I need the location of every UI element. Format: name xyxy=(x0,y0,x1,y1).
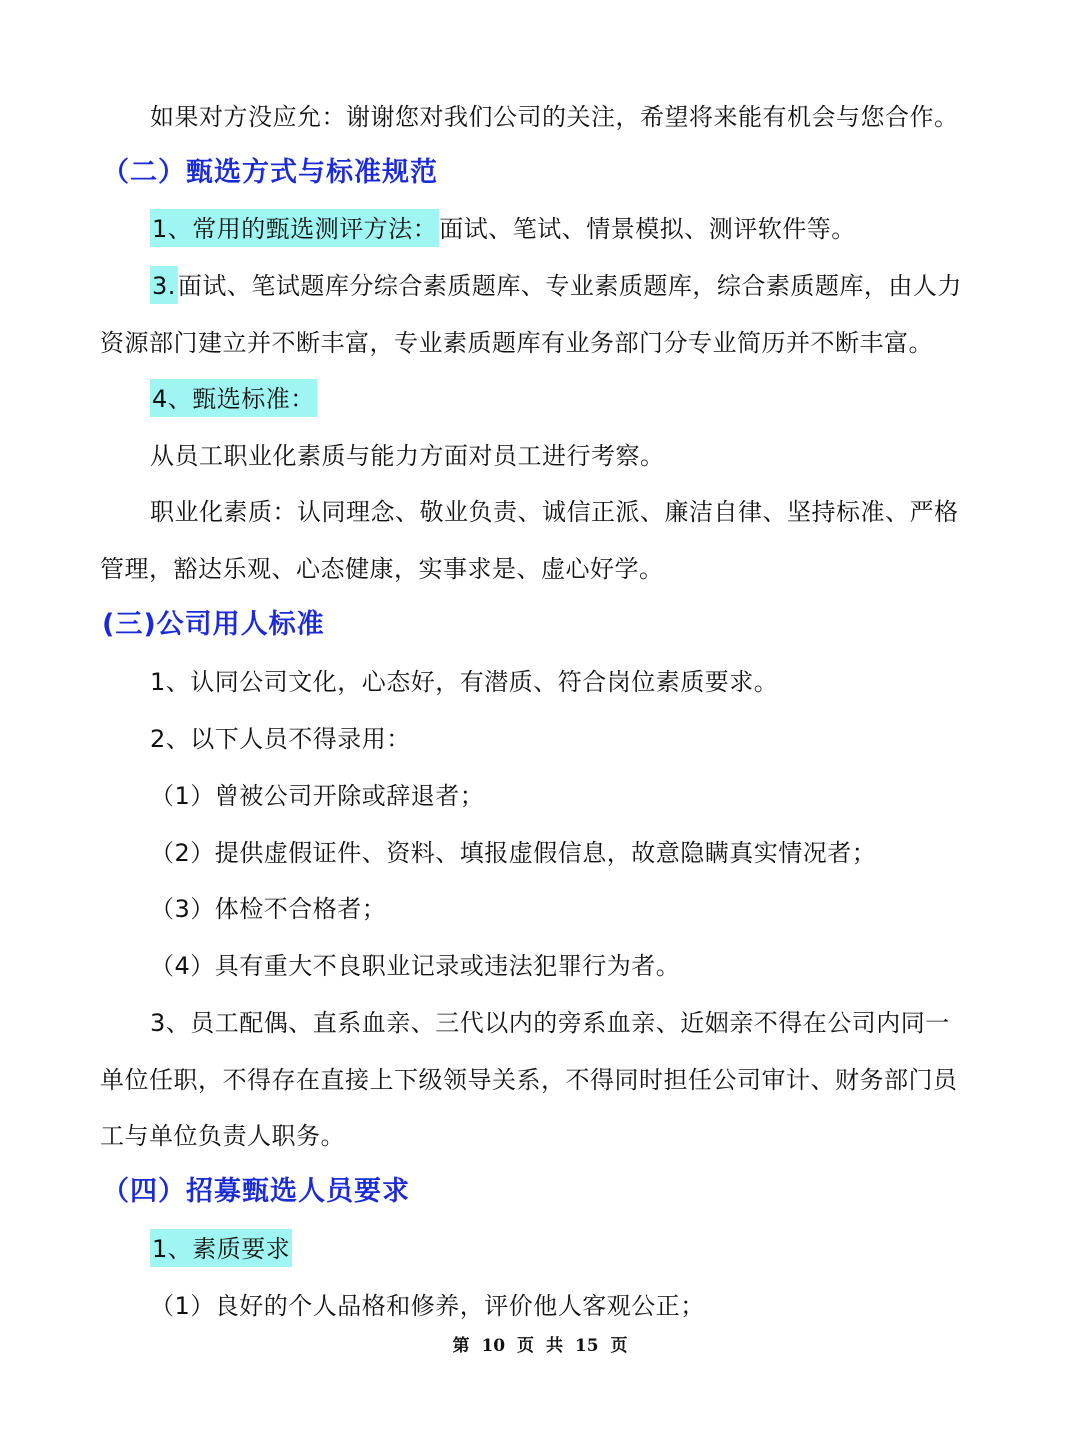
standard-item-3-line2: 单位任职，不得存在直接上下级领导关系，不得同时担任公司审计、财务部门员 xyxy=(100,1066,958,1094)
question-bank-line2: 资源部门建立并不断丰富，专业素质题库有业务部门分专业简历并不断丰富。 xyxy=(100,329,933,357)
question-bank-number: 3. xyxy=(150,266,178,304)
quality-line1: 职业化素质：认同理念、敬业负责、诚信正派、廉洁自律、坚持标准、严格 xyxy=(150,498,959,526)
quality-req-item-1: （1）良好的个人品格和修养，评价他人客观公正； xyxy=(150,1292,705,1320)
standard-item-3-line3: 工与单位负责人职务。 xyxy=(100,1122,345,1150)
methods-paragraph xyxy=(150,212,856,246)
exclusion-item-3: （3）体检不合格者； xyxy=(150,895,387,923)
question-bank-line1: 面试、笔试题库分综合素质题库、专业素质题库，综合素质题库，由人力 xyxy=(177,272,962,300)
question-bank-paragraph xyxy=(150,269,962,303)
criteria-label: 4、甄选标准： xyxy=(150,379,317,417)
standard-item-1: 1、认同公司文化，心态好，有潜质、符合岗位素质要求。 xyxy=(150,668,779,696)
exclusion-item-4: （4）具有重大不良职业记录或违法犯罪行为者。 xyxy=(150,952,681,980)
decline-reply-text: 如果对方没应允：谢谢您对我们公司的关注，希望将来能有机会与您合作。 xyxy=(150,103,959,131)
criteria-paragraph xyxy=(150,382,317,416)
criteria-intro: 从员工职业化素质与能力方面对员工进行考察。 xyxy=(150,442,665,470)
section-heading-2: （二）甄选方式与标准规范 xyxy=(102,157,438,188)
quality-line2: 管理，豁达乐观、心态健康，实事求是、虚心好学。 xyxy=(100,555,664,583)
exclusion-item-1: （1）曾被公司开除或辞退者； xyxy=(150,782,485,810)
section-heading-4: （四）招募甄选人员要求 xyxy=(102,1176,410,1207)
quality-req-paragraph xyxy=(150,1232,292,1266)
methods-text: 面试、笔试、情景模拟、测评软件等。 xyxy=(439,215,856,243)
methods-label: 1、常用的甄选测评方法： xyxy=(150,209,439,247)
standard-item-3-line1: 3、员工配偶、直系血亲、三代以内的旁系血亲、近姻亲不得在公司内同一 xyxy=(150,1009,950,1037)
page-footer: 第 10 页 共 15 页 xyxy=(452,1336,628,1356)
section-heading-3: (三)公司用人标准 xyxy=(102,609,325,640)
exclusion-item-2: （2）提供虚假证件、资料、填报虚假信息，故意隐瞒真实情况者； xyxy=(150,839,877,867)
standard-item-2: 2、以下人员不得录用： xyxy=(150,725,411,753)
quality-req-label: 1、素质要求 xyxy=(150,1229,292,1267)
